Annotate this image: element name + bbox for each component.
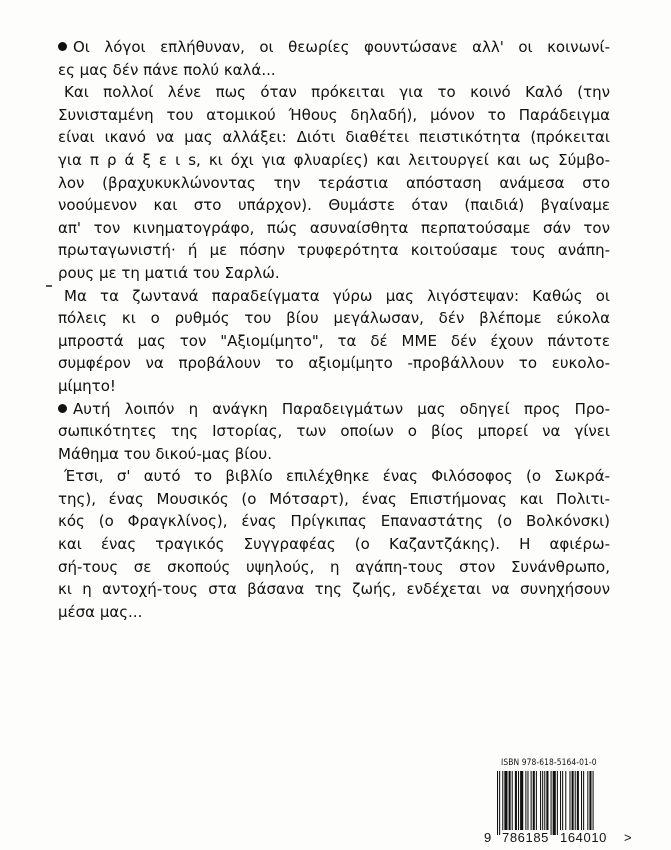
isbn-label: ISBN 978-618-5164-01-0: [501, 757, 597, 767]
barcode-bar: [544, 771, 545, 835]
barcode-bar: [504, 771, 507, 835]
text-line: [58, 81, 610, 104]
bullet-icon: [58, 404, 67, 413]
bullet-icon: [58, 42, 67, 51]
barcode-bar: [497, 771, 498, 835]
text-line: [58, 465, 610, 488]
text-line: λον (βραχυκυκλώνοντας την τεράστια απόσταση ανάμεσα στο: [58, 173, 610, 192]
text-line: πρωταγωνιστή· ή με πόσην τρυφερότητα κοιτούσαμε τους ανάπη-: [58, 241, 610, 260]
barcode-bar: [525, 771, 526, 835]
barcode-bar: [540, 771, 541, 835]
barcode-bar: [569, 771, 570, 835]
barcode-bar: [587, 771, 588, 835]
text-line: είναι ικανό να μας αλλάξει: Διότι διαθέτει πειστικότητα (πρόκειται: [58, 128, 610, 147]
text-line: [58, 285, 610, 308]
blurb-text: [58, 36, 610, 623]
text-line: πόλεις κι ο ρυθμός του βίου μεγάλωσαν, δέν βλέπομε εύκολα: [58, 309, 610, 328]
text-line: μπροστά μας τον "Αξιομίμητο", τα δέ ΜΜΕ δέν έχουν πάντοτε: [58, 331, 610, 350]
barcode-bar: [536, 771, 537, 835]
text-line: [58, 398, 610, 421]
barcode-bar: [572, 771, 574, 835]
barcode-bar: [557, 771, 558, 835]
barcode-bar: [502, 771, 503, 835]
scan-mark: [46, 285, 52, 287]
barcode-bar: [512, 771, 513, 835]
barcode-bar: [593, 771, 594, 835]
text-line: [58, 36, 610, 59]
barcode-digit-group-right: 164010: [560, 830, 607, 845]
barcode-bar: [509, 771, 511, 835]
barcode-bar: [581, 771, 582, 835]
barcode-bar: [551, 771, 552, 835]
barcode-lead-digit: 9: [484, 830, 492, 845]
barcode-quiet-zone-arrow: >: [624, 830, 632, 845]
text-line: μέσα μας...: [58, 602, 143, 621]
barcode-bar: [562, 771, 563, 835]
barcode-bar: [518, 771, 519, 835]
barcode-bar: [560, 771, 561, 835]
barcode-bar: [533, 771, 535, 835]
text-line: της), ένας Μουσικός (ο Μότσαρτ), ένας Επιστήμονας και Πολιτι-: [58, 489, 610, 508]
line-text: Μα τα ζωντανά παραδείγματα γύρω μας λιγόστεψαν: Καθώς οι: [64, 286, 610, 305]
barcode-bar: [499, 771, 500, 835]
line-text: Οι λόγοι επλήθυναν, οι θεωρίες φουντώσανε αλλ' οι κοινωνί-: [73, 38, 610, 56]
barcode-digit-group-left: 786185: [502, 830, 549, 845]
barcode-bar: [553, 771, 556, 835]
text-line: συμφέρον να προβάλουν το αξιομίμητο -προβάλλουν το ευκολο-: [58, 354, 610, 373]
barcode-bar: [577, 771, 579, 835]
barcode-bar: [527, 771, 528, 835]
barcode-bar: [565, 771, 566, 835]
text-line: Συνισταμένη του ατομικού Ήθους δηλαδή), μόνον το Παράδειγμα: [58, 105, 610, 124]
barcode-bar: [575, 771, 576, 835]
barcode-bar: [520, 771, 523, 835]
barcode-bar: [583, 771, 584, 835]
barcode-icon: [497, 771, 631, 835]
line-text: Αυτή λοιπόν η ανάγκη Παραδειγμάτων μας οδηγεί προς Προ-: [73, 399, 610, 418]
text-line: σωπικότητες της Ιστορίας, των οποίων ο βίος μπορεί να γίνει: [58, 422, 610, 441]
text-line: ες μας δέν πάνε πολύ καλά...: [58, 60, 276, 79]
text-line: κι η αντοχή-τους στα βάσανα της ζωής, ενδέχεται να συνηχήσουν: [58, 580, 610, 599]
barcode-bar: [546, 771, 548, 835]
barcode-digits: [484, 830, 664, 848]
barcode-bar: [589, 771, 591, 835]
text-line: Μάθημα του δικού-μας βίου.: [58, 444, 273, 463]
text-line: κός (ο Φραγκλίνος), ένας Πρίγκιπας Επαναστάτης (ο Βολκόνσκι): [58, 512, 610, 531]
text-line: νοούμενον και στο υπάρχον). Θυμάστε όταν (παιδιά) βγαίναμε: [58, 196, 610, 215]
barcode-bar: [531, 771, 532, 835]
barcode-bar: [542, 771, 543, 835]
text-line: απ' τον κινηματογράφο, πώς ασυναίσθητα περπατούσαμε σάν τον: [58, 218, 610, 237]
text-line: μίμητο!: [58, 376, 116, 395]
text-line: σή-τους σε σκοπούς υψηλούς, η αγάπη-τους στον Συνάνθρωπο,: [58, 557, 610, 576]
text-line: ρους με τη ματιά του Σαρλώ.: [58, 263, 280, 282]
barcode-bar: [515, 771, 517, 835]
text-line: για π ρ ά ξ ε ι s, κι όχι για φλυαρίες) και λειτουργεί και ως Σύμβο-: [58, 150, 610, 169]
line-text: Έτσι, σ' αυτό το βιβλίο επιλέχθηκε ένας Φιλόσοφος (ο Σωκρά-: [64, 467, 610, 486]
line-text: Και πολλοί λένε πως όταν πρόκειται για το κοινό Καλό (την: [64, 83, 610, 102]
text-line: και ένας τραγικός Συγγραφέας (ο Καζαντζάκης). Η αφιέρω-: [58, 535, 610, 554]
